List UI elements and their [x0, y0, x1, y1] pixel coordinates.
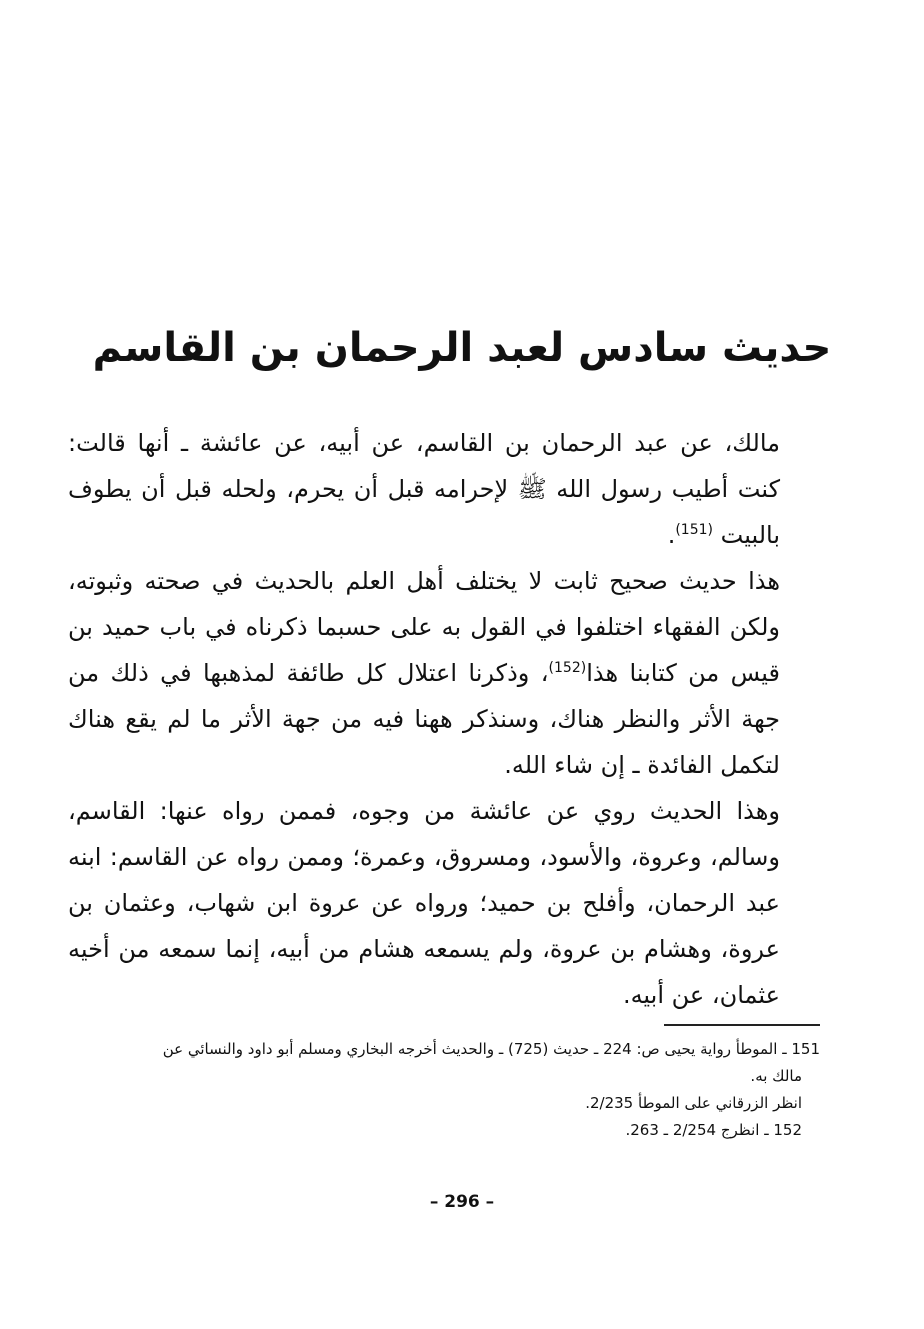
paragraph-commentary: [68, 558, 820, 788]
footnote-151-line-1: 151 ـ الموطأ رواية يحيى ص: 224 ـ حديث (725) ـ والحديث أخرجه البخاري ومسلم أبو داود والنسائي عن: [162, 1040, 820, 1058]
footnote-151-line-3: انظر الزرقاني على الموطأ 2/235.: [585, 1094, 802, 1112]
paragraph-end-mark: .: [667, 521, 676, 549]
footnote-151-line-2: مالك به.: [750, 1067, 802, 1085]
footnote-reference-152[interactable]: (152): [548, 660, 587, 676]
paragraph-text: مالك، عن عبد الرحمان بن القاسم، عن أبيه، عن عائشة ـ أنها قالت: كنت أطيب رسول الله ﷺ لإحرامه قبل أن يحرم، ولحله قبل أن يطوف بالبيت: [68, 429, 780, 549]
paragraph-text-continued: ، وذكرنا اعتلال كل طائفة لمذهبها في ذلك من جهة الأثر والنظر هناك، وسنذكر ههنا فيه من جهة الأثر ما لم يقع هناك لتكمل الفائدة ـ إن شاء الله.: [68, 659, 780, 779]
paragraph-text: هذا حديث صحيح ثابت لا يختلف أهل العلم بالحديث في صحته وثبوته، ولكن الفقهاء اختلفوا في القول به على حسبما ذكرناه في باب حميد بن قيس من كتابنا هذا: [68, 567, 780, 687]
footnote-reference-151[interactable]: (151): [675, 522, 713, 538]
footnote-152: 152 ـ انظرج 2/254 ـ 263.: [625, 1121, 802, 1139]
paragraph-hadith-text: [68, 420, 820, 558]
footnote-separator: [664, 1024, 820, 1026]
page-title: حديث سادس لعبد الرحمان بن القاسم: [92, 325, 832, 371]
page-number: – 296 –: [429, 1192, 495, 1212]
footnotes-section: [108, 1036, 820, 1144]
paragraph-narrators: وهذا الحديث روي عن عائشة من وجوه، فممن رواه عنها: القاسم، وسالم، وعروة، والأسود، ومسروق، وعمرة؛ وممن رواه عن القاسم: ابنه عبد الرحمان، وأفلح بن حميد؛ ورواه عن عروة ابن شهاب، وعثمان بن عروة، وهشام بن عروة، ولم يسمعه هشام من أبيه، إنما سمعه من أخيه عثمان، عن أبيه.: [68, 797, 780, 1009]
